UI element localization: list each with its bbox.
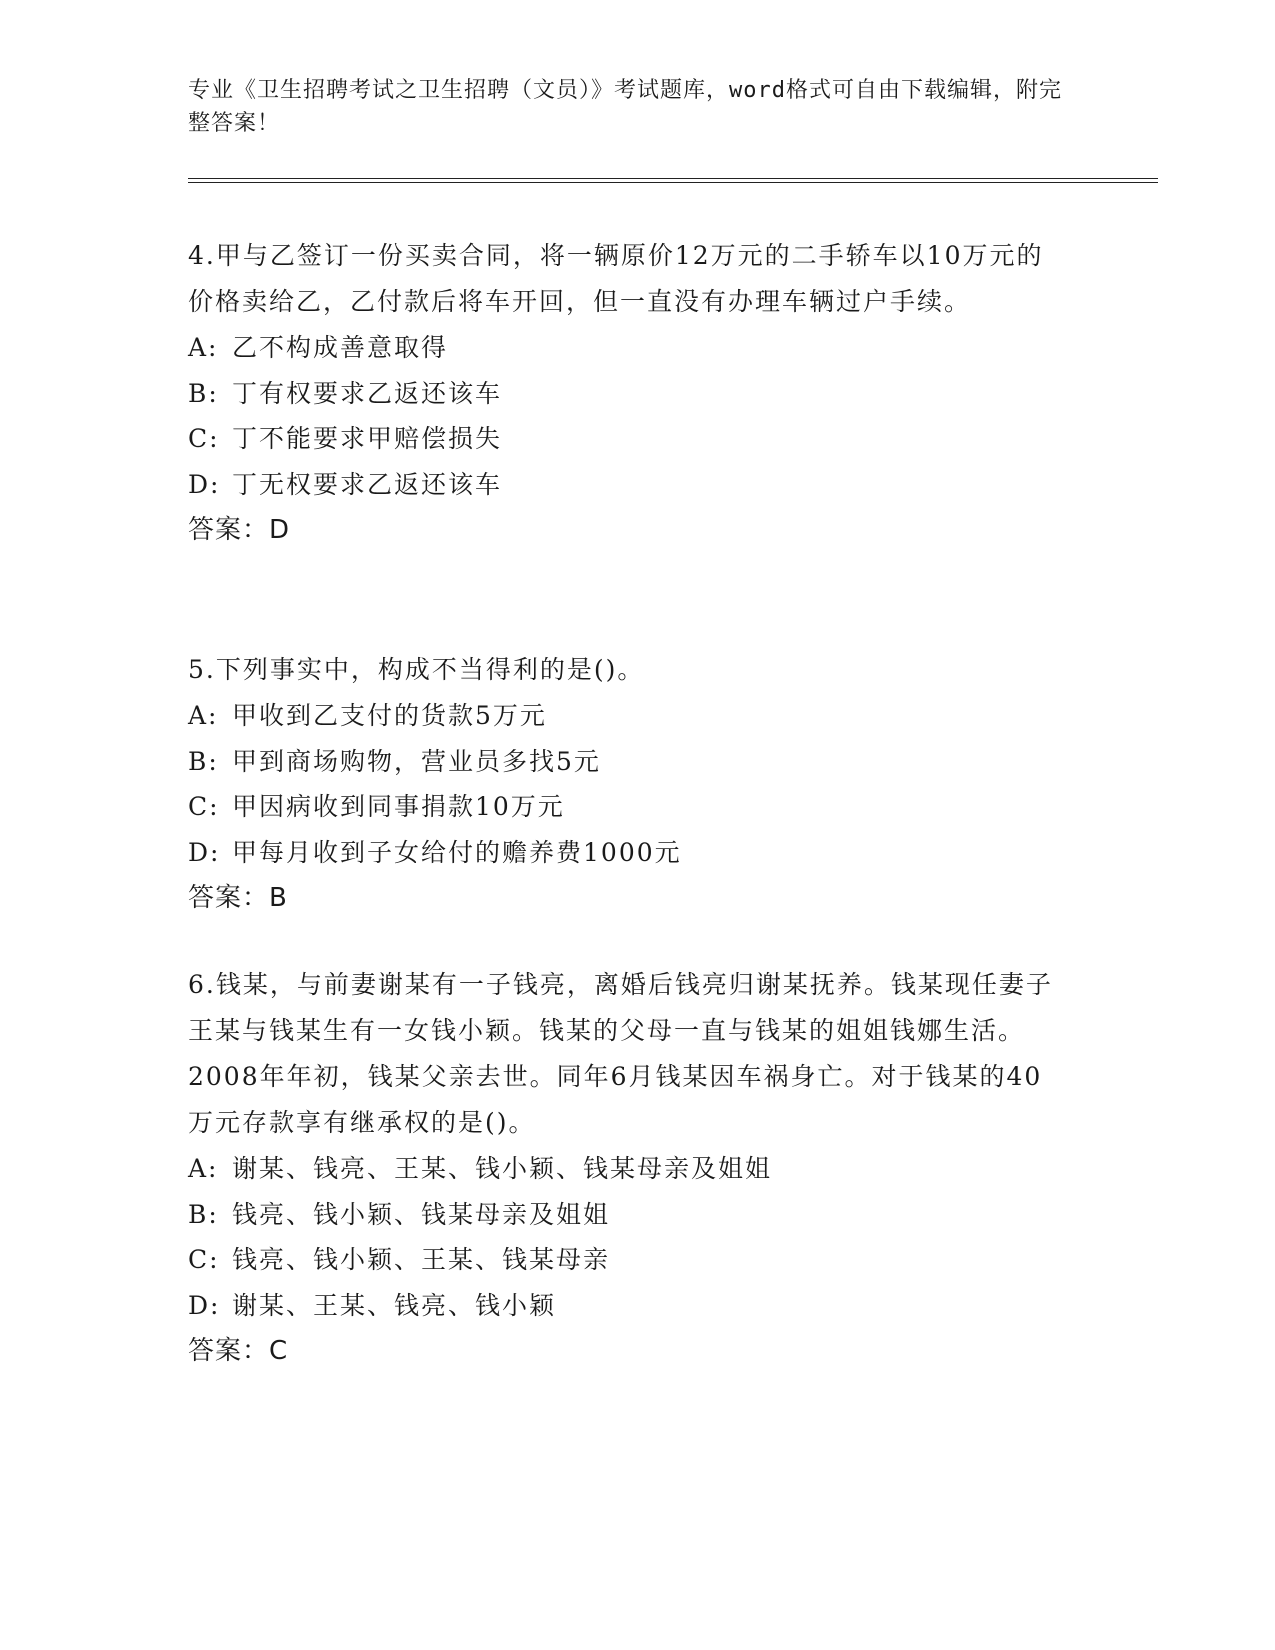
option-text: 钱亮、钱小颖、王某、钱某母亲 xyxy=(232,1245,611,1274)
option-text: 丁不能要求甲赔偿损失 xyxy=(232,424,503,453)
option-text: 钱亮、钱小颖、钱某母亲及姐姐 xyxy=(232,1199,611,1229)
option-letter: D: xyxy=(188,469,221,499)
option-d xyxy=(188,830,1068,876)
option-a xyxy=(188,325,1068,371)
option-text: 甲到商场购物，营业员多找5元 xyxy=(232,746,601,776)
option-text: 甲每月收到子女给付的赡养费1000元 xyxy=(232,837,682,867)
header-divider xyxy=(188,178,1158,183)
option-b xyxy=(188,371,1068,417)
option-letter: C: xyxy=(188,792,220,821)
option-a xyxy=(188,693,1068,739)
option-letter: D: xyxy=(188,1290,221,1320)
answer-line: 答案：B xyxy=(188,883,288,913)
option-c xyxy=(188,416,1068,462)
option-letter: B: xyxy=(188,1199,219,1229)
option-b xyxy=(188,1192,1068,1238)
option-letter: A: xyxy=(188,701,219,730)
option-letter: B: xyxy=(188,746,219,776)
option-text: 谢某、王某、钱亮、钱小颖 xyxy=(232,1290,557,1320)
option-d xyxy=(188,1283,1068,1329)
question-stem: 5.下列事实中，构成不当得利的是()。 xyxy=(188,655,645,684)
option-a xyxy=(188,1146,1068,1192)
option-text: 甲收到乙支付的货款5万元 xyxy=(232,701,547,730)
option-letter: C: xyxy=(188,424,220,453)
option-text: 丁无权要求乙返还该车 xyxy=(232,469,503,499)
option-text: 丁有权要求乙返还该车 xyxy=(232,378,503,408)
answer-line: 答案：D xyxy=(188,515,291,545)
option-d xyxy=(188,462,1068,508)
question-block xyxy=(188,647,1068,921)
question-block xyxy=(188,233,1068,553)
option-letter: C: xyxy=(188,1245,220,1274)
option-letter: B: xyxy=(188,378,219,408)
option-c xyxy=(188,784,1068,830)
option-text: 甲因病收到同事捐款10万元 xyxy=(232,792,565,821)
answer-line: 答案：C xyxy=(188,1336,289,1366)
option-b xyxy=(188,739,1068,785)
document-header: 专业《卫生招聘考试之卫生招聘（文员）》考试题库，word格式可自由下载编辑，附完整答案！ xyxy=(188,78,1062,136)
question-stem: 4.甲与乙签订一份买卖合同，将一辆原价12万元的二手轿车以10万元的价格卖给乙，乙付款后将车开回，但一直没有办理车辆过户手续。 xyxy=(188,241,1044,316)
option-c xyxy=(188,1237,1068,1283)
question-stem: 6.钱某，与前妻谢某有一子钱亮，离婚后钱亮归谢某抚养。钱某现任妻子王某与钱某生有一女钱小颖。钱某的父母一直与钱某的姐姐钱娜生活。2008年年初，钱某父亲去世。同年6月钱某因车祸身亡。对于钱某的40万元存款享有继承权的是()。 xyxy=(188,970,1053,1137)
option-letter: A: xyxy=(188,1154,219,1183)
option-letter: A: xyxy=(188,333,219,362)
option-text: 乙不构成善意取得 xyxy=(232,333,449,362)
question-block xyxy=(188,962,1068,1374)
option-letter: D: xyxy=(188,837,221,867)
option-text: 谢某、钱亮、王某、钱小颖、钱某母亲及姐姐 xyxy=(232,1154,773,1183)
